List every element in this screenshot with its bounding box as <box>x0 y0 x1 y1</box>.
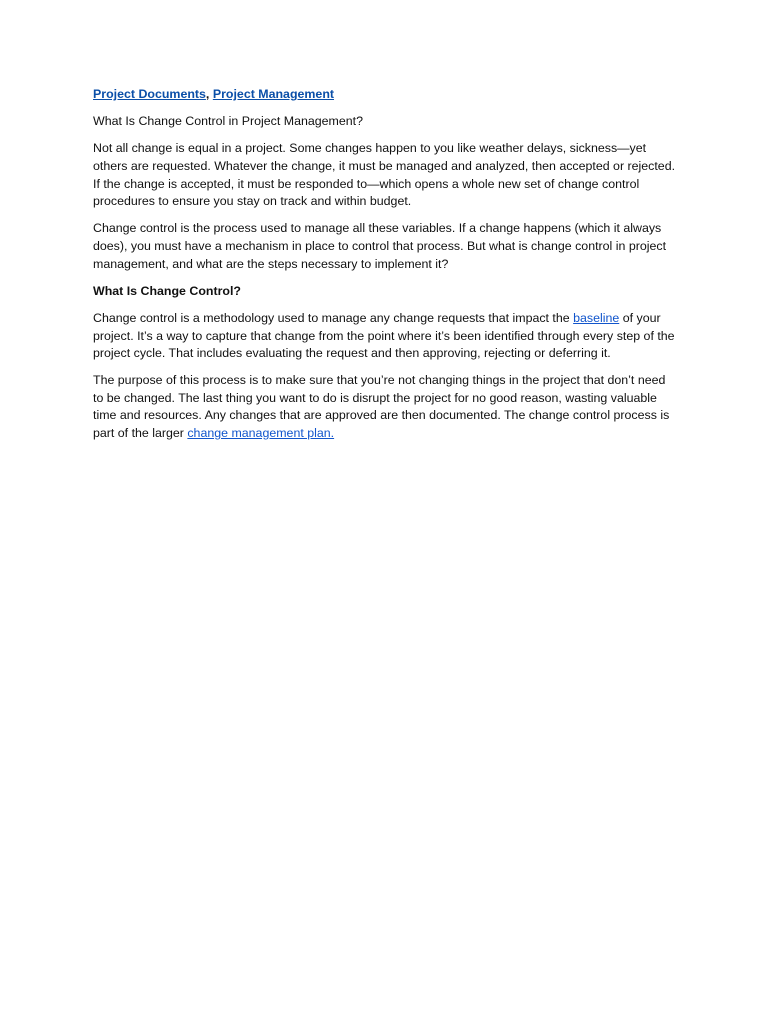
section-heading: What Is Change Control? <box>93 283 241 298</box>
category-link-project-documents[interactable]: Project Documents <box>93 87 206 101</box>
paragraph-intro: Not all change is equal in a project. Some changes happen to you like weather delays, sickness—yet others are requested. Whatever the change, it must be managed and analyzed, then accepted or rejected. If the change is accepted, it must be responded to—which opens a whole new set of change control procedures to ensure you stay on track and within budget. <box>93 141 676 209</box>
category-link-project-management[interactable]: Project Management <box>212 87 335 101</box>
document-body <box>93 86 678 452</box>
paragraph-methodology-text-end: of your project. It’s a way to capture that change from the point where it’s been identified through every step of the project cycle. That includes evaluating the request and then approving, rejecting or deferring it. <box>93 310 675 361</box>
paragraph-methodology <box>93 310 678 363</box>
category-links <box>93 86 678 104</box>
paragraph-methodology-text-start: Change control is a methodology used to manage any change requests that impact the <box>93 310 574 325</box>
paragraph-purpose-text: The purpose of this process is to make sure that you’re not changing things in the project that don’t need to be changed. The last thing you want to do is disrupt the project for no good reason, wasting valuable time and resources. Any changes that are approved are then documented. The change control process is part of the larger <box>93 373 670 441</box>
baseline-link[interactable]: baseline <box>573 310 620 325</box>
paragraph-purpose <box>93 372 678 442</box>
question-title: What Is Change Control in Project Management? <box>93 114 363 129</box>
paragraph-variables: Change control is the process used to manage all these variables. If a change happens (which it always does), you must have a mechanism in place to control that process. But what is change control in project management, and what are the steps necessary to implement it? <box>93 221 667 271</box>
change-management-plan-link[interactable]: change management plan. <box>187 426 335 441</box>
category-separator: , <box>205 87 210 101</box>
